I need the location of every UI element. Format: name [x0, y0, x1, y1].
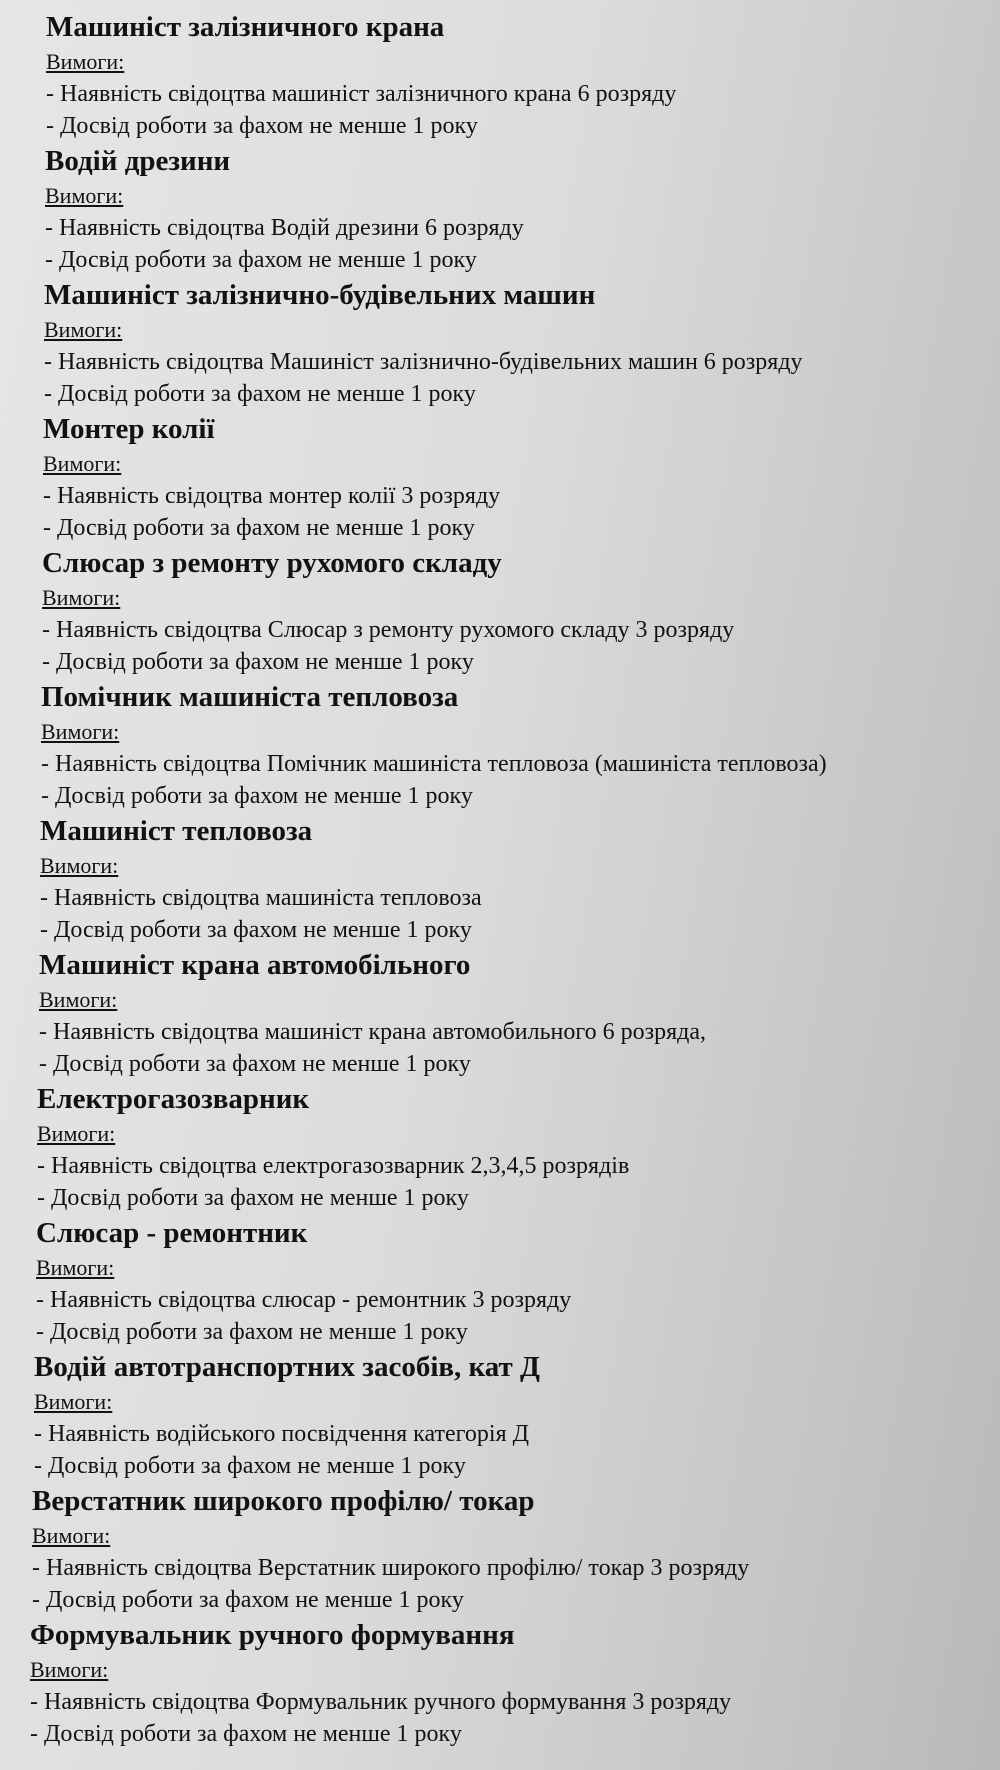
requirement-experience: - Досвід роботи за фахом не менше 1 року: [32, 1587, 464, 1613]
requirements-label: Вимоги:: [34, 1389, 113, 1414]
job-posting: [42, 544, 1000, 678]
requirement-certificate: - Наявність свідоцтва Машиніст залізнично-будівельних машин 6 розряду: [44, 349, 803, 375]
requirements-label: Вимоги:: [41, 719, 120, 744]
job-posting: [32, 1482, 1000, 1616]
job-title: Верстатник широкого профілю/ токар: [32, 1485, 535, 1517]
job-title: Помічник машиніста тепловоза: [41, 681, 459, 713]
requirement-experience: - Досвід роботи за фахом не менше 1 року: [39, 1051, 471, 1077]
job-title: Слюсар з ремонту рухомого складу: [42, 547, 502, 579]
job-posting: [40, 812, 1000, 946]
requirements-label: Вимоги:: [36, 1255, 115, 1280]
requirement-certificate: - Наявність водійського посвідчення категорія Д: [34, 1421, 529, 1447]
requirement-experience: - Досвід роботи за фахом не менше 1 року: [34, 1453, 466, 1479]
requirements-label: Вимоги:: [43, 451, 122, 476]
job-posting: [41, 678, 1000, 812]
requirement-experience: - Досвід роботи за фахом не менше 1 року: [46, 113, 478, 139]
requirements-label: Вимоги:: [45, 183, 124, 208]
requirement-certificate: - Наявність свідоцтва слюсар - ремонтник 3 розряду: [36, 1287, 572, 1313]
job-title: Електрогазозварник: [37, 1083, 310, 1115]
requirement-certificate: - Наявність свідоцтва Помічник машиніста тепловоза (машиніста тепловоза): [41, 751, 827, 777]
requirement-certificate: - Наявність свідоцтва машиніста тепловоза: [40, 885, 482, 911]
requirements-label: Вимоги:: [40, 853, 119, 878]
requirement-experience: - Досвід роботи за фахом не менше 1 року: [40, 917, 472, 943]
requirements-label: Вимоги:: [37, 1121, 116, 1146]
job-posting: [36, 1214, 1000, 1348]
requirements-label: Вимоги:: [30, 1657, 109, 1682]
job-posting: [43, 410, 1000, 544]
requirement-experience: - Досвід роботи за фахом не менше 1 року: [44, 381, 476, 407]
requirements-label: Вимоги:: [44, 317, 123, 342]
requirement-certificate: - Наявність свідоцтва Слюсар з ремонту рухомого складу 3 розряду: [42, 617, 735, 643]
requirements-label: Вимоги:: [32, 1523, 111, 1548]
requirement-certificate: - Наявність свідоцтва машиніст залізничного крана 6 розряду: [46, 81, 677, 107]
job-posting: [44, 276, 1000, 410]
job-posting: [30, 1616, 1000, 1750]
job-title: Монтер колії: [43, 413, 215, 445]
requirement-certificate: - Наявність свідоцтва електрогазозварник 2,3,4,5 розрядів: [37, 1153, 630, 1179]
requirement-experience: - Досвід роботи за фахом не менше 1 року: [36, 1319, 468, 1345]
job-title: Машиніст залізничного крана: [46, 11, 445, 43]
job-posting: [45, 142, 1000, 276]
requirement-experience: - Досвід роботи за фахом не менше 1 року: [30, 1721, 462, 1747]
requirements-label: Вимоги:: [39, 987, 118, 1012]
requirement-certificate: - Наявність свідоцтва Верстатник широкого профілю/ токар 3 розряду: [32, 1555, 750, 1581]
requirement-experience: - Досвід роботи за фахом не менше 1 року: [37, 1185, 469, 1211]
requirements-label: Вимоги:: [42, 585, 121, 610]
job-title: Водій дрезини: [45, 145, 231, 177]
job-posting: [39, 946, 1000, 1080]
job-title: Машиніст залізнично-будівельних машин: [44, 279, 596, 311]
job-posting: [34, 1348, 1000, 1482]
job-posting: [37, 1080, 1000, 1214]
requirement-experience: - Досвід роботи за фахом не менше 1 року: [41, 783, 473, 809]
requirement-experience: - Досвід роботи за фахом не менше 1 року: [42, 649, 474, 675]
job-title: Водій автотранспортних засобів, кат Д: [34, 1351, 540, 1383]
requirement-certificate: - Наявність свідоцтва Формувальник ручного формування 3 розряду: [30, 1689, 732, 1715]
job-title: Машиніст тепловоза: [40, 815, 313, 847]
requirements-label: Вимоги:: [46, 49, 125, 74]
requirement-certificate: - Наявність свідоцтва машиніст крана автомобильного 6 розряда,: [39, 1019, 707, 1045]
job-posting: [46, 8, 1000, 142]
job-title: Слюсар - ремонтник: [36, 1217, 308, 1249]
job-title: Машиніст крана автомобільного: [39, 949, 471, 981]
requirement-certificate: - Наявність свідоцтва монтер колії 3 розряду: [43, 483, 501, 509]
requirement-certificate: - Наявність свідоцтва Водій дрезини 6 розряду: [45, 215, 524, 241]
requirement-experience: - Досвід роботи за фахом не менше 1 року: [45, 247, 477, 273]
job-title: Формувальник ручного формування: [30, 1619, 515, 1651]
requirement-experience: - Досвід роботи за фахом не менше 1 року: [43, 515, 475, 541]
